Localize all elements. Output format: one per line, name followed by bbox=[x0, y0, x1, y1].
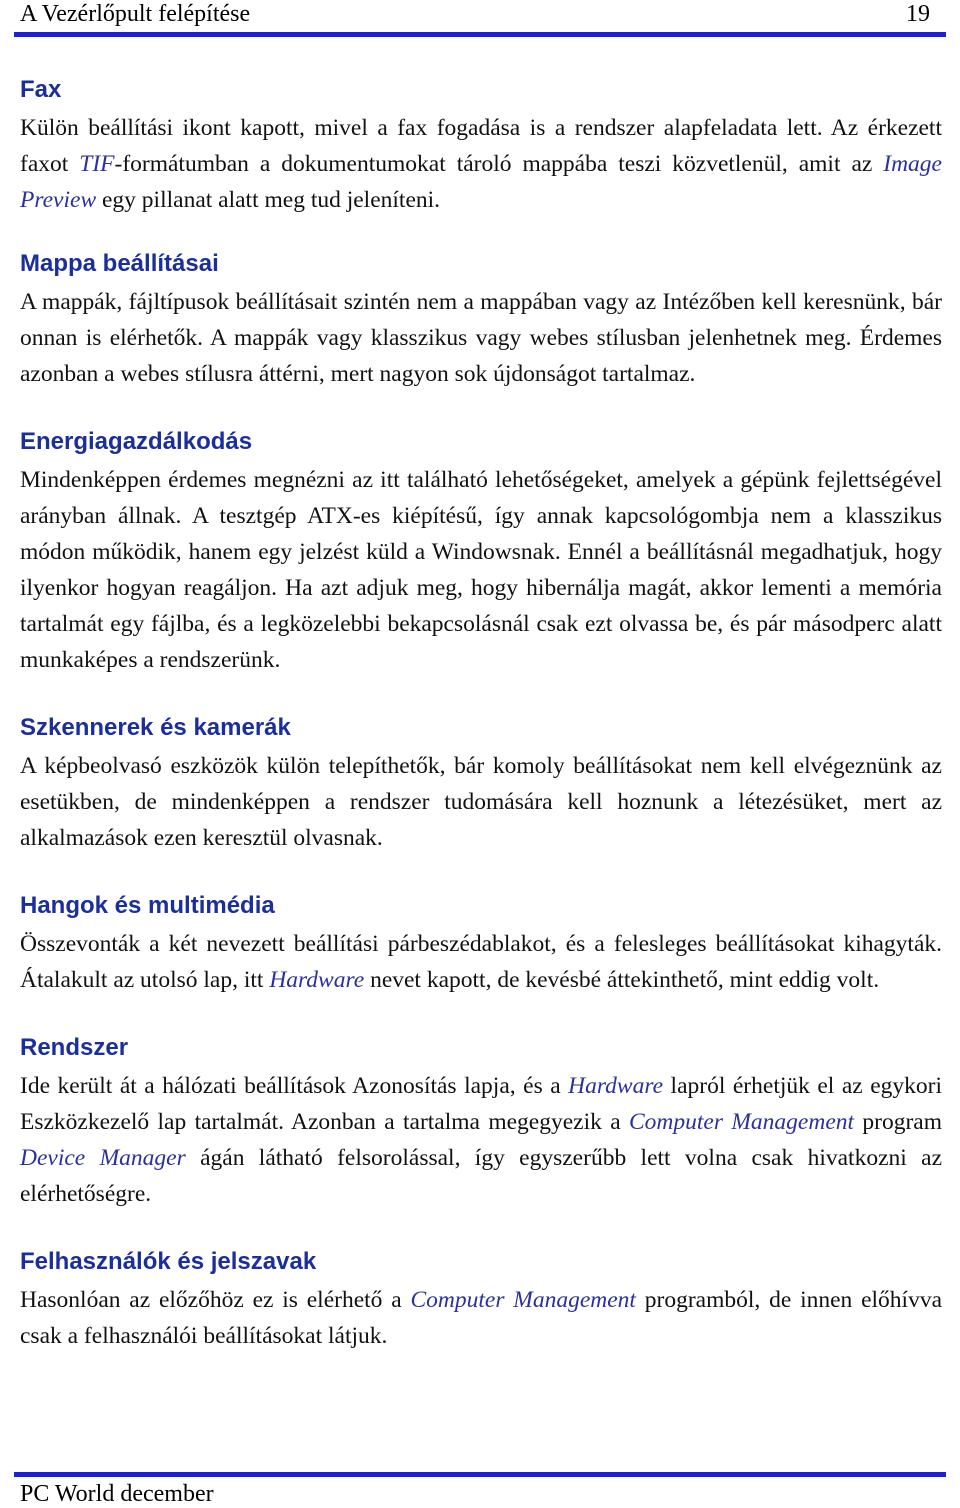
page-number: 19 bbox=[906, 1, 930, 27]
section-paragraph: Mindenképpen érdemes megnézni az itt található lehetőségeket, amelyek a gépünk fejlettségével arányban állnak. A tesztgép ATX-es kiépítésű, így annak kapcsológombja nem a klasszikus módon működik, hanem egy jelzést küld a Windowsnak. Ennél a beállításnál megadhatjuk, hogy ilyenkor hogyan reagáljon. Ha azt adjuk meg, hogy hibernálja magát, akkor lementi a memória tartalmát egy fájlba, és a legközelebbi bekapcsolásnál csak ezt olvassa be, és pár másodperc alatt munkaképes a rendszerünk. bbox=[20, 467, 942, 673]
article-body bbox=[20, 74, 942, 1354]
term-hardware: Hardware bbox=[568, 1073, 664, 1099]
spacer bbox=[20, 218, 942, 248]
section-sounds bbox=[20, 890, 942, 998]
spacer bbox=[20, 392, 942, 426]
spacer bbox=[20, 856, 942, 890]
text-run: -formátumban a dokumentumokat tároló mappába teszi közvetlenül, amit az bbox=[114, 151, 884, 177]
running-footer: PC World december bbox=[20, 1481, 214, 1507]
text-run: nevet kapott, de kevésbé áttekinthető, mint eddig volt. bbox=[364, 967, 880, 993]
term-hardware: Hardware bbox=[269, 967, 365, 993]
running-header bbox=[20, 0, 942, 34]
spacer bbox=[20, 678, 942, 712]
text-run: program bbox=[854, 1109, 943, 1135]
section-paragraph bbox=[20, 110, 942, 218]
section-heading: Fax bbox=[20, 76, 62, 103]
section-scanners bbox=[20, 712, 942, 856]
spacer bbox=[20, 1212, 942, 1246]
section-paragraph bbox=[20, 1068, 942, 1212]
term-tif: TIF bbox=[79, 151, 115, 177]
spacer bbox=[20, 998, 942, 1032]
section-system bbox=[20, 1032, 942, 1212]
section-heading: Szkennerek és kamerák bbox=[20, 714, 291, 741]
section-heading: Energiagazdálkodás bbox=[20, 428, 253, 455]
text-run: Hasonlóan az előzőhöz ez is elérhető a bbox=[20, 1287, 411, 1313]
text-run: ágán látható felsorolással, így egyszerűbb lett volna csak hivatkozni az elérhetőségre. bbox=[20, 1145, 943, 1207]
section-users bbox=[20, 1246, 942, 1354]
text-run: programból, de innen előhívva csak a felhasználói beállításokat látjuk. bbox=[20, 1287, 943, 1349]
section-power bbox=[20, 426, 942, 678]
section-heading: Mappa beállításai bbox=[20, 250, 219, 277]
section-heading: Rendszer bbox=[20, 1034, 129, 1061]
document-page bbox=[20, 0, 942, 1507]
section-heading: Felhasználók és jelszavak bbox=[20, 1248, 317, 1275]
section-heading: Hangok és multimédia bbox=[20, 892, 275, 919]
term-computer-management: Computer Management bbox=[629, 1109, 855, 1135]
text-run: Ide került át a hálózati beállítások Azonosítás lapja, és a bbox=[20, 1073, 569, 1099]
text-run: Összevonták a két nevezett beállítási párbeszédablakot, és a felesleges beállításokat kihagyták. Átalakult az utolsó lap, itt bbox=[20, 931, 942, 993]
term-device-manager: Device Manager bbox=[20, 1145, 186, 1171]
section-paragraph: A képbeolvasó eszközök külön telepíthetők, bár komoly beállításokat nem kell elvégeznünk az esetükben, de mindenképpen a rendszer tudomására kell hoznunk a létezésüket, mert az alkalmazások ezen keresztül olvasnak. bbox=[20, 753, 942, 851]
term-computer-management: Computer Management bbox=[410, 1287, 636, 1313]
section-paragraph bbox=[20, 1282, 942, 1354]
header-rule bbox=[14, 32, 946, 37]
section-fax bbox=[20, 74, 942, 218]
header-title: A Vezérlőpult felépítése bbox=[20, 1, 251, 27]
text-run: egy pillanat alatt meg tud jeleníteni. bbox=[96, 187, 441, 213]
text-run: Külön beállítási ikont kapott, mivel a fax fogadása is a rendszer alapfeladata lett. Az érkezett faxot bbox=[20, 115, 942, 177]
section-folder-options bbox=[20, 248, 942, 392]
text-run: lapról érhetjük el az egykori Eszközkezelő lap tartalmát. Azonban a tartalma megegyezik a bbox=[20, 1073, 943, 1135]
term-image-preview: Image Preview bbox=[20, 151, 942, 213]
section-paragraph bbox=[20, 926, 942, 998]
section-paragraph: A mappák, fájltípusok beállításait szintén nem a mappában vagy az Intézőben kell keresnünk, bár onnan is elérhetők. A mappák vagy klasszikus vagy webes stílusban jelenhetnek meg. Érdemes azonban a webes stílusra áttérni, mert nagyon sok újdonságot tartalmaz. bbox=[20, 289, 942, 387]
footer-rule bbox=[14, 1472, 946, 1477]
